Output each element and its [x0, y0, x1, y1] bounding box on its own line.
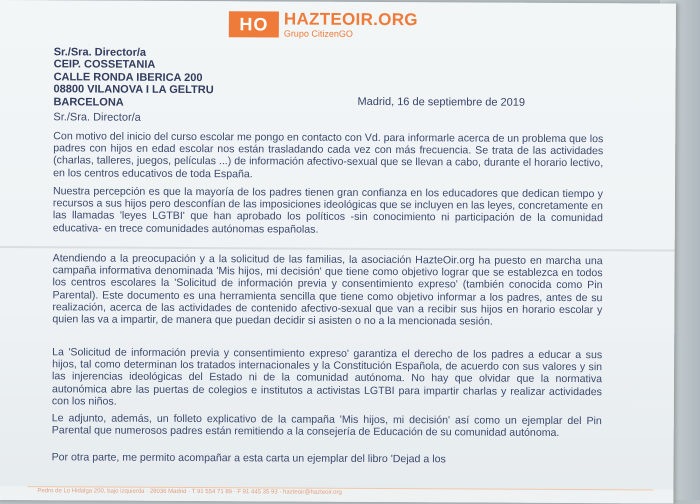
address-line: CEIP. COSSETANIA: [53, 58, 156, 72]
logo-mark: HO: [229, 11, 279, 37]
body-paragraph: Por otra parte, me permito acompañar a esta carta un ejemplar del libro 'Dejad a los: [51, 451, 446, 466]
body-paragraph: Atendiendo a la preocupación y a la solicitud de las familias, la asociación HazteOir.org ha puesto en marcha una campaña informativa denominada 'Mis hijos, mi decisión' que tiene como objetivo lograr que se establezca en todos los centros escolares la 'Solicitud de información previa y consentimiento expreso' (también conocida como Pin Parental). Este documento es una herramienta sencilla que tiene como objetivo informar a los padres, antes de su realización, acerca de las actividades de contenido afectivo-sexual que van a recibir sus hijos en horario escolar y quien las va a impartir, de manera que puedan decidir si asisten o no a la mencionada sesión.: [52, 252, 603, 328]
address-line: 08800 VILANOVA I LA GELTRU: [53, 83, 214, 97]
logo-subtitle: Grupo CitizenGO: [283, 28, 353, 39]
salutation: Sr./Sra. Director/a: [53, 111, 141, 124]
body-paragraph: Le adjunto, además, un folleto explicativo de la campaña 'Mis hijos, mi decisión' así como un ejemplar del Pin Parental que numerosos padres están remitiendo a la consejería de Educación de su comunidad autónoma.: [51, 412, 602, 440]
address-line: BARCELONA: [53, 95, 124, 109]
letter-footer: [0, 486, 673, 504]
footer-contact: Pedro de Lo Hidalga 200, bajo izquierda · 28036 Madrid · T 91 554 71 89 · F 91 445 35 93 · hazteoir@hazteoir.org: [37, 488, 342, 496]
logo-wordmark: [284, 10, 418, 39]
logo-name: HAZTEOIR.ORG: [283, 9, 418, 30]
body-paragraph: Con motivo del inicio del curso escolar me pongo en contacto con Vd. para informarle acerca de un problema que los padres con hijos en edad escolar nos están trasladando cada vez con más frecuencia. Se trata de las actividades (charlas, talleres, juegos, películas ...) de información afectivo-sexual que se llevan a cabo, durante el horario lectivo, en los centros educativos de toda España.: [53, 130, 604, 180]
address-line: CALLE RONDA IBERICA 200: [53, 71, 203, 84]
body-paragraph: Nuestra percepción es que la mayoría de los padres tienen gran confianza en los educadores que dedican tiempo y recursos a sus hijos pero desconfían de las imposiciones ideológicas que se incluyen en las leyes, concretamente en las llamadas 'leyes LGTBI' que han aprobado los políticos -sin conocimiento ni participación de la comunidad educativa- en trece comunidades autónomas españolas.: [52, 185, 604, 236]
hazteoir-logo: [229, 11, 418, 38]
body-paragraph: La 'Solicitud de información previa y consentimiento expreso' garantiza el derecho de los padres a educar a sus hijos, tal como determinan los tratados internacionales y la Constitución Española, de acuerdo con sus valores y sin las injerencias ideológicas del Estado ni de la comunidad autónoma. No hay que olvidar que la normativa autonómica abre las puertas de colegios e institutos a activistas LGTBI para impartir charlas y realizar actividades con los niños.: [51, 346, 603, 408]
paper-fold: [0, 246, 675, 252]
letter-date: Madrid, 16 de septiembre de 2019: [357, 95, 526, 109]
recipient-address: [53, 46, 213, 109]
address-line: Sr./Sra. Director/a: [53, 46, 147, 59]
